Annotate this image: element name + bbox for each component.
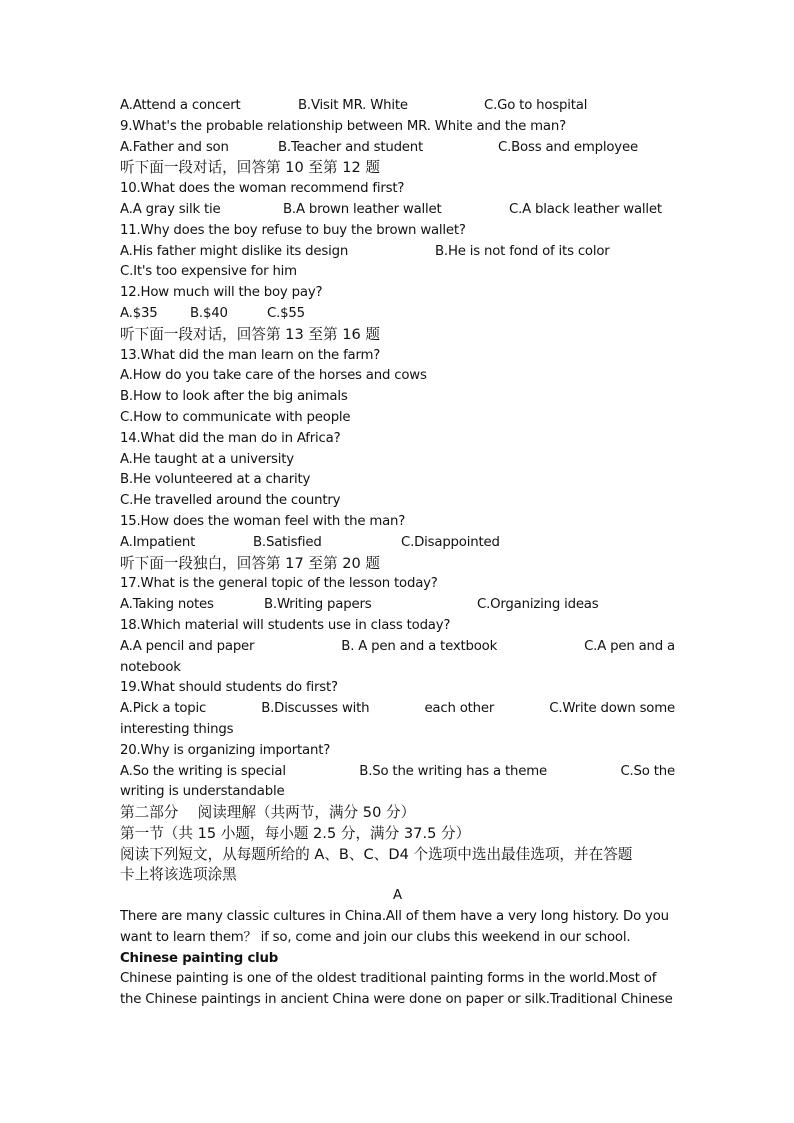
q19-option-b: B.Discusses with: [261, 701, 370, 717]
q13-option-c: C.How to communicate with people: [120, 409, 351, 425]
passage-intro-line-1: [120, 907, 675, 928]
q12-option-a: A.$35: [120, 305, 158, 321]
q9-option-a: A.Father and son: [120, 139, 229, 155]
q18-question: 18.Which material will students use in class today?: [120, 617, 451, 633]
q15-option-c: C.Disappointed: [401, 534, 500, 550]
q15-option-b: B.Satisfied: [253, 534, 322, 550]
q17-option-c: C.Organizing ideas: [477, 597, 599, 613]
q19-option-c: C.Write down some: [549, 701, 675, 717]
section-header-17-20: 听下面一段独白，回答第 17 至第 20 题: [120, 554, 381, 572]
q9-question: 9.What's the probable relationship between MR. White and the man?: [120, 118, 566, 134]
q15-question: 15.How does the woman feel with the man?: [120, 513, 406, 529]
q11-option-b: B.He is not fond of its color: [435, 243, 610, 259]
q10-option-a: A.A gray silk tie: [120, 201, 221, 217]
q8-option-b: B.Visit MR. White: [298, 98, 408, 113]
part-two-heading: 第二部分 阅读理解（共两节，满分 50 分）: [120, 804, 416, 822]
section-header-13-16: 听下面一段对话，回答第 13 至第 16 题: [120, 325, 381, 343]
q18-option-c: C.A pen and a: [584, 638, 675, 654]
q8-option-a: A.Attend a concert: [120, 98, 241, 113]
instructions-line-1: 阅读下列短文，从每题所给的 A、B、C、D4 个选项中选出最佳选项，并在答题: [120, 845, 633, 863]
q19-option-b-continued: each other: [424, 701, 495, 717]
q14-question: 14.What did the man do in Africa?: [120, 430, 341, 446]
q12-options: [120, 304, 675, 325]
q18-option-b: B. A pen and a textbook: [341, 638, 498, 654]
q11-question: 11.Why does the boy refuse to buy the brown wallet?: [120, 222, 466, 238]
section-one-heading: 第一节（共 15 小题，每小题 2.5 分，满分 37.5 分）: [120, 824, 471, 842]
club-text-line-1: Chinese painting is one of the oldest traditional painting forms in the world.Most of: [120, 971, 657, 987]
q19-option-a: A.Pick a topic: [120, 701, 207, 717]
section-header-10-12: 听下面一段对话，回答第 10 至第 12 题: [120, 159, 381, 177]
q17-question: 17.What is the general topic of the lesson today?: [120, 576, 438, 592]
club-title: Chinese painting club: [120, 950, 279, 966]
q9-options: [120, 138, 675, 159]
passage-label: A: [393, 888, 402, 904]
q20-option-c: C.So the: [620, 763, 675, 779]
q19-option-c-continued: interesting things: [120, 721, 234, 737]
q18-option-a: A.A pencil and paper: [120, 638, 255, 654]
document-page: [120, 96, 675, 1011]
q20-question: 20.Why is organizing important?: [120, 742, 331, 758]
q20-option-a: A.So the writing is special: [120, 763, 286, 779]
q8-options: [120, 96, 675, 117]
q11-option-c: C.It's too expensive for him: [120, 264, 297, 280]
q20-option-c-continued: writing is understandable: [120, 784, 285, 800]
q8-option-c: C.Go to hospital: [484, 98, 588, 113]
q10-question: 10.What does the woman recommend first?: [120, 181, 405, 197]
q10-options: [120, 200, 675, 221]
q12-option-b: B.$40: [190, 305, 228, 321]
q17-options: [120, 595, 675, 616]
q9-option-b: B.Teacher and student: [278, 139, 424, 155]
q13-question: 13.What did the man learn on the farm?: [120, 347, 381, 363]
q15-option-a: A.Impatient: [120, 534, 196, 550]
q10-option-c: C.A black leather wallet: [509, 201, 662, 217]
q13-option-b: B.How to look after the big animals: [120, 389, 348, 405]
q14-option-c: C.He travelled around the country: [120, 493, 341, 509]
q17-option-b: B.Writing papers: [264, 597, 372, 613]
q12-option-c: C.$55: [267, 305, 305, 321]
q15-options: [120, 533, 675, 554]
q10-option-b: B.A brown leather wallet: [283, 201, 442, 217]
q19-options: [120, 699, 675, 720]
q19-question: 19.What should students do first?: [120, 680, 338, 696]
q11-options-ab: [120, 242, 675, 263]
q14-option-a: A.He taught at a university: [120, 451, 294, 467]
q17-option-a: A.Taking notes: [120, 597, 214, 613]
q12-question: 12.How much will the boy pay?: [120, 285, 323, 301]
instructions-line-2: 卡上将该选项涂黑: [120, 866, 237, 884]
club-text-line-2: the Chinese paintings in ancient China were done on paper or silk.Traditional Chinese: [120, 992, 673, 1008]
passage-intro-line-2: want to learn them？ if so, come and join our clubs this weekend in our school.: [120, 929, 631, 945]
q18-option-c-continued: notebook: [120, 659, 181, 675]
q20-options: [120, 762, 675, 783]
q18-options: [120, 637, 675, 658]
passage-intro-text-1: There are many classic cultures in China.All of them have a very long history. Do you: [120, 909, 669, 925]
q20-option-b: B.So the writing has a theme: [359, 763, 547, 779]
q13-option-a: A.How do you take care of the horses and cows: [120, 368, 427, 384]
q11-option-a: A.His father might dislike its design: [120, 243, 349, 259]
q14-option-b: B.He volunteered at a charity: [120, 472, 311, 488]
q9-option-c: C.Boss and employee: [498, 139, 638, 155]
